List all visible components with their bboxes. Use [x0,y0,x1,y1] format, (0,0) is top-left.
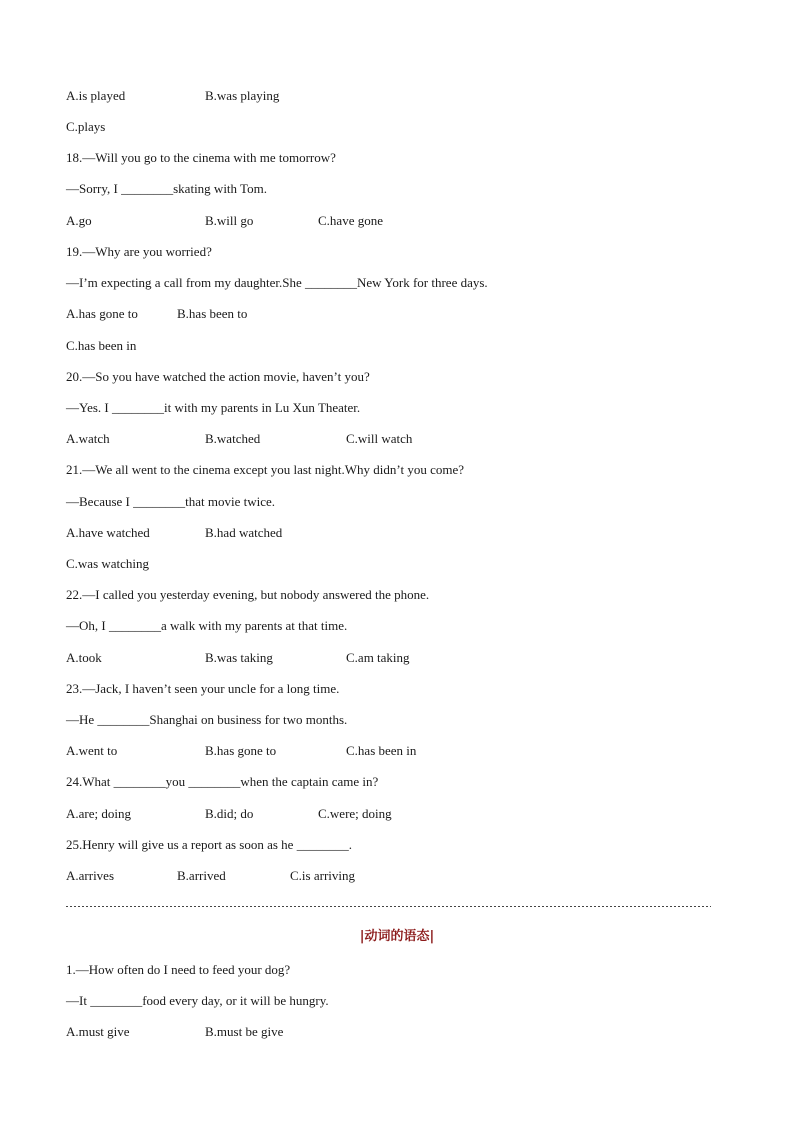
q21-option-b: B.had watched [205,525,283,540]
q25-option-a: A.arrives [66,868,115,883]
q22-option-c: C.am taking [346,650,410,665]
q18-answer-line: —Sorry, I ________skating with Tom. [66,181,267,196]
q20-option-c: C.will watch [346,431,413,446]
q22-stem: 22.—I called you yesterday evening, but nobody answered the phone. [66,587,430,602]
section-title: |动词的语态| [359,929,435,944]
q23-option-c: C.has been in [346,743,417,758]
q21-option-a: A.have watched [66,525,150,540]
q24-option-b: B.did; do [205,806,254,821]
q19-option-a: A.has gone to [66,306,138,321]
q19-option-c: C.has been in [66,338,137,353]
q17-option-a: A.is played [66,88,126,103]
p1-option-b: B.must be give [205,1024,284,1039]
q17-option-c: C.plays [66,119,106,134]
q23-stem: 23.—Jack, I haven’t seen your uncle for a long time. [66,681,340,696]
q22-option-a: A.took [66,650,102,665]
q21-option-c: C.was watching [66,556,150,571]
q18-option-a: A.go [66,213,92,228]
p1-answer-line: —It ________food every day, or it will be hungry. [66,993,329,1008]
q22-answer-line: —Oh, I ________a walk with my parents at that time. [66,618,348,633]
p1-option-a: A.must give [66,1024,130,1039]
q20-option-b: B.watched [205,431,261,446]
q25-option-b: B.arrived [177,868,226,883]
q24-option-c: C.were; doing [318,806,392,821]
q18-option-c: C.have gone [318,213,383,228]
q19-answer-line: —I’m expecting a call from my daughter.She ________New York for three days. [66,275,488,290]
q21-answer-line: —Because I ________that movie twice. [66,494,276,509]
q23-option-a: A.went to [66,743,118,758]
q18-option-b: B.will go [205,213,254,228]
q24-stem: 24.What ________you ________when the captain came in? [66,774,379,789]
q21-stem: 21.—We all went to the cinema except you last night.Why didn’t you come? [66,462,464,477]
q25-stem: 25.Henry will give us a report as soon as he ________. [66,837,352,852]
q17-option-b: B.was playing [205,88,280,103]
q23-option-b: B.has gone to [205,743,277,758]
section-divider [66,904,711,910]
q18-stem: 18.—Will you go to the cinema with me tomorrow? [66,150,336,165]
q20-answer-line: —Yes. I ________it with my parents in Lu Xun Theater. [66,400,361,415]
q24-option-a: A.are; doing [66,806,131,821]
q25-option-c: C.is arriving [290,868,355,883]
q23-answer-line: —He ________Shanghai on business for two months. [66,712,348,727]
q19-option-b: B.has been to [177,306,248,321]
p1-stem: 1.—How often do I need to feed your dog? [66,962,291,977]
q19-stem: 19.—Why are you worried? [66,244,212,259]
q20-stem: 20.—So you have watched the action movie, haven’t you? [66,369,370,384]
q22-option-b: B.was taking [205,650,273,665]
q20-option-a: A.watch [66,431,110,446]
